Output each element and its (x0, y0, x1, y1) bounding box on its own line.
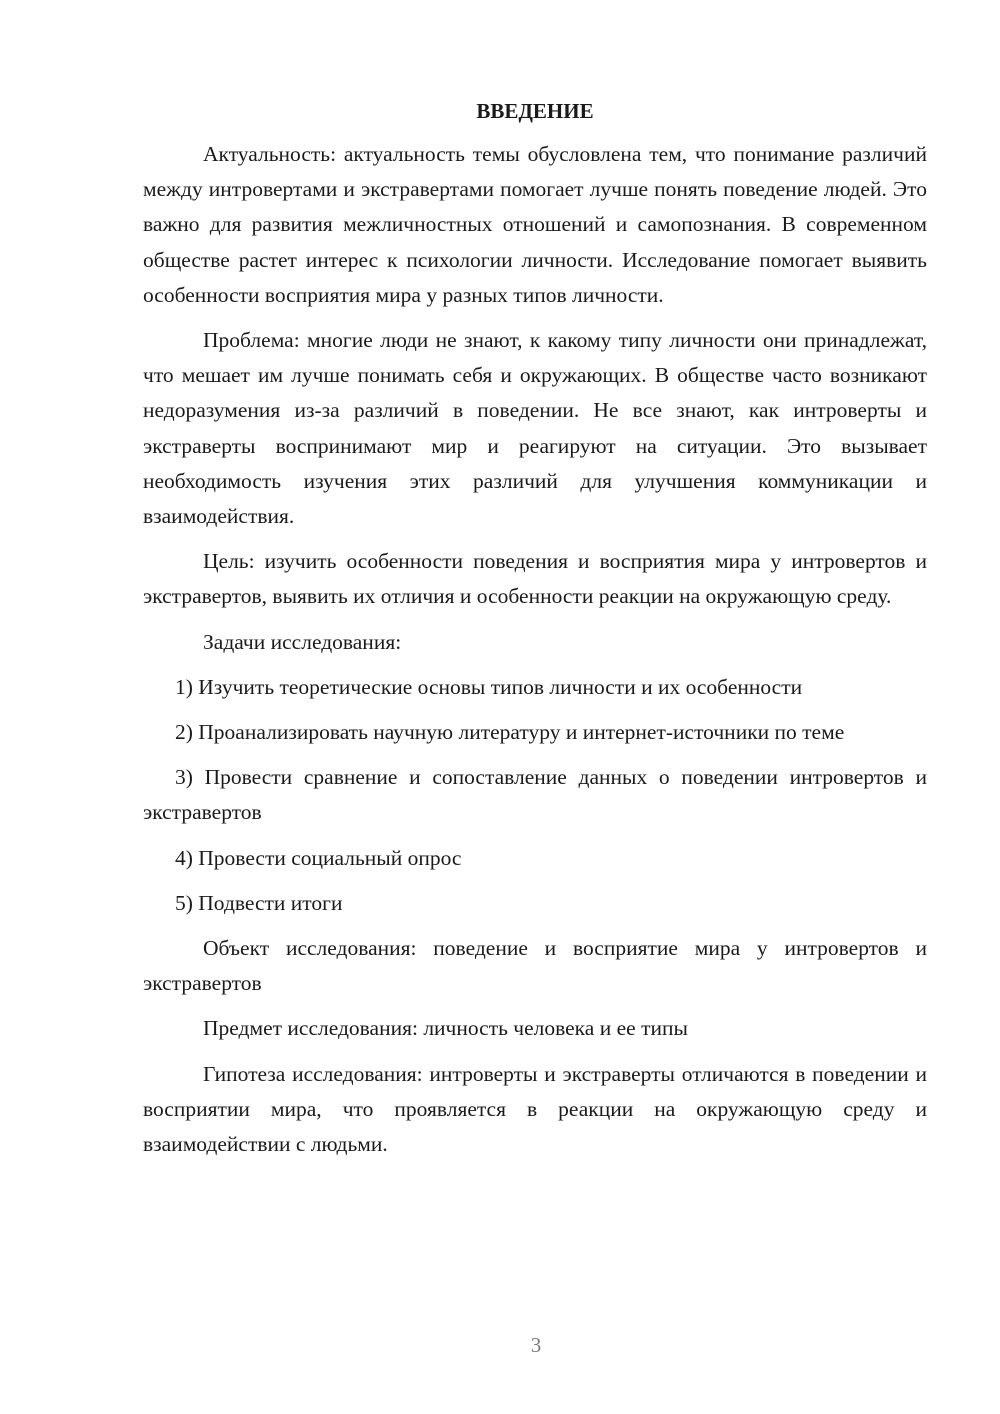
object-paragraph: Объект исследования: поведение и восприятие мира у интровертов и экстравертов (143, 936, 927, 996)
task-item: 2) Проанализировать научную литературу и интернет-источники по теме (175, 720, 845, 745)
problem-paragraph: Проблема: многие люди не знают, к какому типу личности они принадлежат, что мешает им лучше понимать себя и окружающих. В обществе часто возникают недоразумения из-за различий в поведении. Не все знают, как интроверты и экстраверты воспринимают мир и реагируют на ситуации. Это вызывает необходимость изучения этих различий для улучшения коммуникации и взаимодействия. (143, 328, 927, 529)
task-item: 1) Изучить теоретические основы типов личности и их особенности (175, 674, 803, 699)
task-item: 3) Провести сравнение и сопоставление данных о поведении интровертов и экстравертов (143, 765, 927, 825)
hypothesis-paragraph: Гипотеза исследования: интроверты и экстраверты отличаются в поведении и восприятии мира, что проявляется в реакции на окружающую среду и взаимодействии с людьми. (143, 1061, 927, 1157)
tasks-heading: Задачи исследования: (203, 629, 402, 654)
page-number: 3 (530, 1333, 542, 1357)
section-title: ВВЕДЕНИЕ (476, 99, 594, 123)
goal-paragraph: Цель: изучить особенности поведения и восприятия мира у интровертов и экстравертов, выявить их отличия и особенности реакции на окружающую среду. (143, 549, 927, 609)
subject-paragraph: Предмет исследования: личность человека и ее типы (203, 1016, 688, 1041)
page-content (143, 96, 927, 1162)
relevance-paragraph: Актуальность: актуальность темы обусловлена тем, что понимание различий между интровертами и экстравертами помогает лучше понять поведение людей. Это важно для развития межличностных отношений и самопознания. В современном обществе растет интерес к психологии личности. Исследование помогает выявить особенности восприятия мира у разных типов личности. (143, 142, 927, 307)
task-item: 4) Провести социальный опрос (175, 845, 462, 870)
task-item: 5) Подвести итоги (175, 890, 343, 915)
